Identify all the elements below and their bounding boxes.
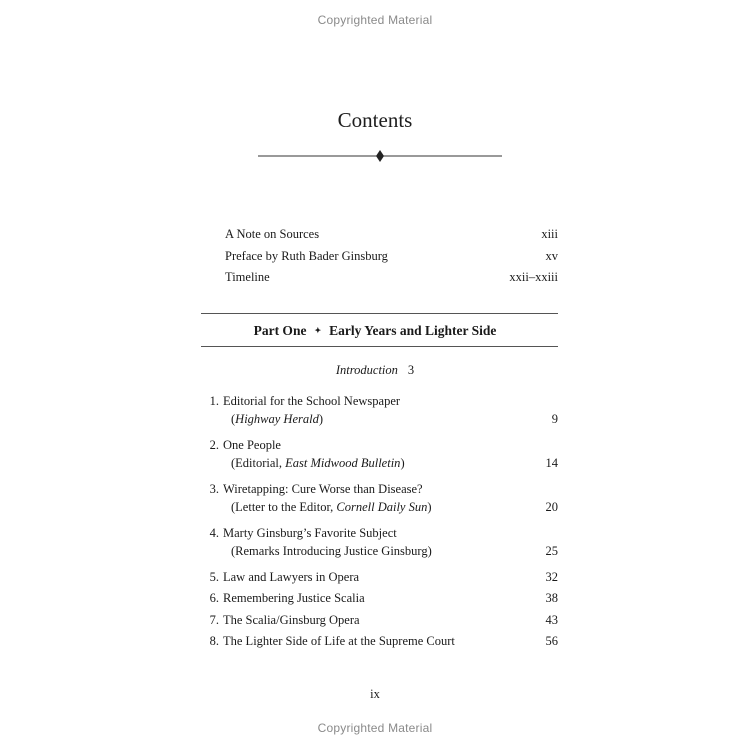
entry-title: Law and Lawyers in Opera	[223, 570, 360, 584]
ornament-divider	[258, 149, 502, 163]
entry-title: Wiretapping: Cure Worse than Disease?	[223, 482, 423, 496]
entry-title: Editorial for the School Newspaper	[223, 394, 401, 408]
entry-title: One People	[223, 438, 281, 452]
entry-page: 20	[545, 500, 558, 514]
entry-page: 38	[545, 591, 558, 605]
part-rule-top	[201, 313, 558, 314]
entry-number: 5.	[209, 570, 219, 584]
toc-page: xv	[545, 249, 558, 263]
entry-number: 2.	[209, 438, 219, 452]
intro-label: Introduction	[335, 363, 398, 377]
entry-number: 7.	[209, 613, 219, 627]
toc-page: xxii–xxiii	[509, 270, 558, 284]
entry-page: 25	[545, 544, 558, 558]
entry-page: 9	[551, 412, 558, 426]
page-number: ix	[370, 687, 380, 701]
toc-label: Preface by Ruth Bader Ginsburg	[225, 249, 388, 263]
entry-number: 3.	[209, 482, 219, 496]
entry-title: Marty Ginsburg’s Favorite Subject	[223, 526, 397, 540]
part-name: Part One	[253, 323, 307, 338]
entry-title: The Scalia/Ginsburg Opera	[223, 613, 360, 627]
entry-page: 43	[545, 613, 558, 627]
entry-page: 32	[545, 570, 558, 584]
diamond-separator-icon: ✦	[314, 326, 322, 336]
entry-source: (Remarks Introducing Justice Ginsburg)	[231, 544, 432, 558]
intro-page: 3	[407, 363, 415, 377]
entry-page: 14	[545, 456, 558, 470]
part-rule-bottom	[201, 346, 558, 347]
entry-title: Remembering Justice Scalia	[223, 591, 365, 605]
toc-introduction[interactable]	[0, 363, 750, 378]
entry-number: 1.	[209, 394, 219, 408]
entry-title: The Lighter Side of Life at the Supreme Court	[223, 634, 455, 648]
watermark-bottom: Copyrighted Material	[317, 721, 433, 735]
entry-source: (Highway Herald)	[231, 412, 324, 426]
toc-label: A Note on Sources	[225, 227, 320, 241]
entry-number: 4.	[209, 526, 219, 540]
watermark-top: Copyrighted Material	[317, 13, 433, 27]
entry-source: (Editorial, East Midwood Bulletin)	[231, 456, 405, 470]
part-heading	[0, 323, 750, 339]
part-title: Early Years and Lighter Side	[329, 323, 497, 338]
toc-label: Timeline	[225, 270, 270, 284]
toc-page: xiii	[541, 227, 558, 241]
entry-number: 8.	[209, 634, 219, 648]
page-title: Contents	[337, 108, 413, 132]
entry-number: 6.	[209, 591, 219, 605]
entry-page: 56	[545, 634, 558, 648]
entry-source: (Letter to the Editor, Cornell Daily Sun)	[231, 500, 432, 514]
